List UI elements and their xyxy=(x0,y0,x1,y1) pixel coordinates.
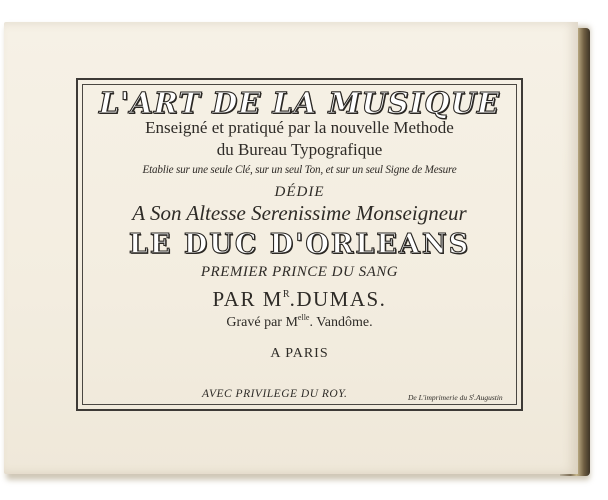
printer-superscript: t xyxy=(472,394,475,399)
dedication-label: DÉDIE xyxy=(274,184,325,200)
engraver-line xyxy=(82,313,517,331)
subtitle-line-2: du Bureau Typografique xyxy=(216,140,383,159)
subtitle-line-3: Etablie sur une seule Clé, sur un seul Ton, et sur un seul Signe de Mesure xyxy=(142,164,457,176)
dedicatee-name: LE DUC D'ORLEANS xyxy=(128,229,471,260)
engraver-prefix: Gravé par M xyxy=(226,315,298,330)
dedication-to: A Son Altesse Serenissime Monseigneur xyxy=(132,201,467,225)
printer-prefix: De L'imprimerie du S xyxy=(408,393,473,402)
engraver-name: . Vandôme. xyxy=(309,315,373,330)
page-title: L'ART DE LA MUSIQUE xyxy=(99,86,500,120)
printer-line xyxy=(408,393,518,402)
author-name: .DUMAS. xyxy=(289,287,387,311)
author-line xyxy=(82,287,517,312)
engraver-superscript: elle xyxy=(297,313,310,322)
subtitle-line-1: Enseigné et pratiqué par la nouvelle Methode xyxy=(145,118,454,137)
author-prefix: PAR M xyxy=(212,287,283,311)
author-superscript: R xyxy=(282,289,290,300)
dedicatee-title: PREMIER PRINCE DU SANG xyxy=(200,264,399,280)
printer-name: .Augustin xyxy=(474,393,503,402)
royal-privilege: AVEC PRIVILEGE DU ROY. xyxy=(202,388,348,400)
place-of-publication: A PARIS xyxy=(270,346,329,361)
